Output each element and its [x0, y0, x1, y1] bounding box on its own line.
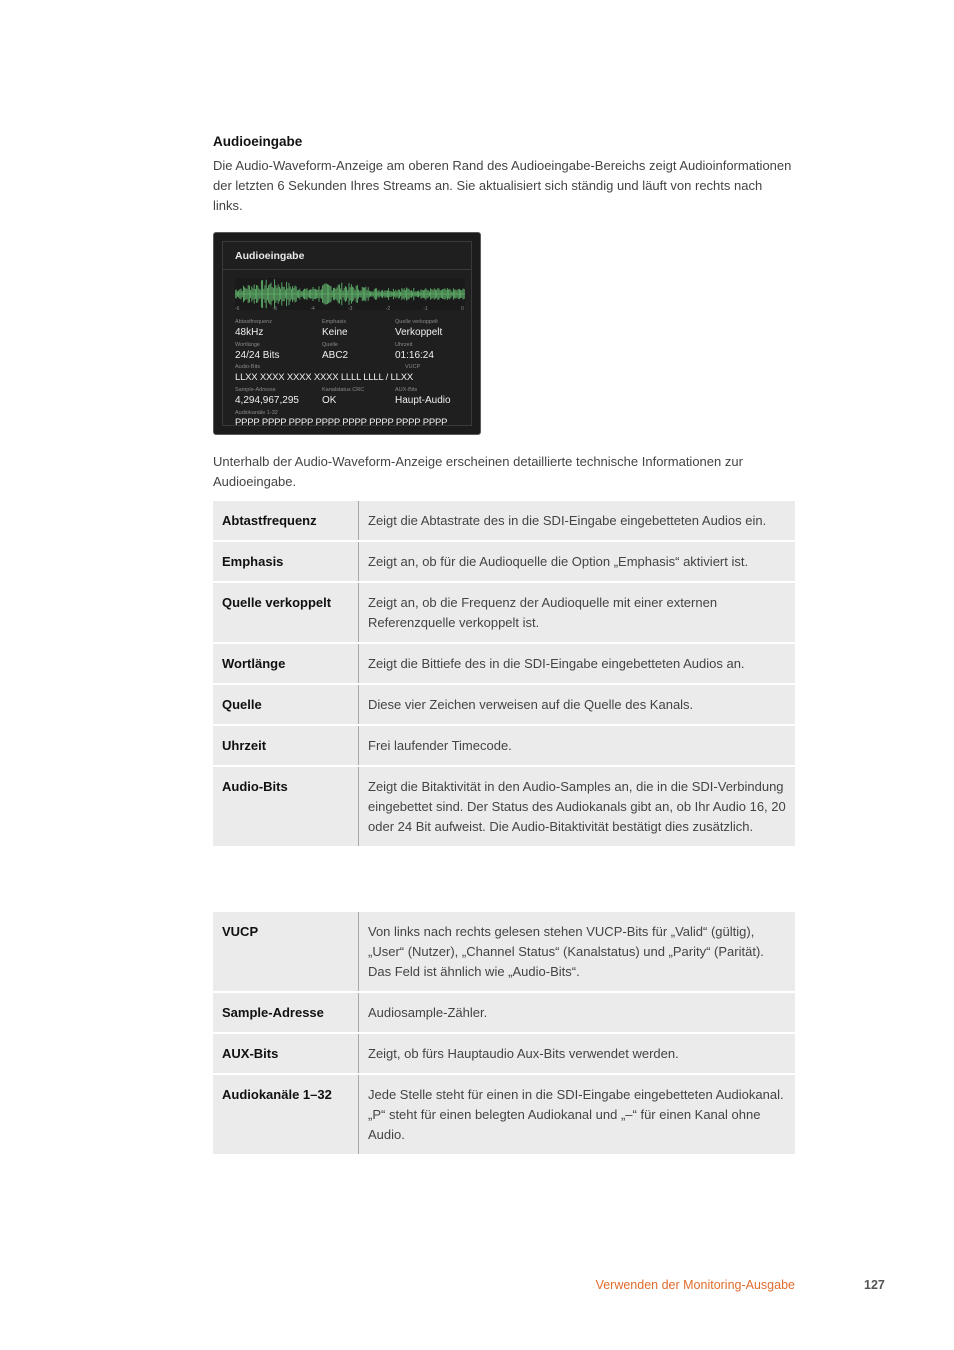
- scale-tick-label: -3: [348, 306, 353, 312]
- intro-paragraph: Die Audio-Waveform-Anzeige am oberen Rand des Audioeingabe-Bereichs zeigt Audioinformationen der letzten 6 Sekunden Ihres Streams an. Sie aktualisiert sich ständig und läuft von rechts nach links.: [213, 158, 792, 213]
- table-row: [213, 541, 795, 582]
- term-cell: Uhrzeit: [213, 725, 359, 766]
- audio-info-table-1: [213, 501, 795, 848]
- label-wortlaenge: Wortlänge: [235, 342, 260, 348]
- description-cell: Zeigt die Bitaktivität in den Audio-Samples an, die in die SDI-Verbindung eingebettet sind. Der Status des Audiokanals gibt an, ob Ihr Audio 16, 20 oder 24 Bit aufweist. Die Audio-Bitaktivität bestätigt dies zusätzlich.: [359, 766, 796, 847]
- description-cell: Diese vier Zeichen verweisen auf die Quelle des Kanals.: [359, 684, 796, 725]
- label-uhrzeit: Uhrzeit: [395, 342, 413, 348]
- audio-input-panel: [222, 241, 472, 426]
- value-kanalstatus: OK: [322, 395, 337, 406]
- term-cell: Quelle: [213, 684, 359, 725]
- audio-input-screenshot: [213, 232, 481, 435]
- table-row: [213, 684, 795, 725]
- scale-tick-label: -6: [235, 306, 240, 312]
- table-row: [213, 912, 795, 992]
- description-cell: Zeigt die Bittiefe des in die SDI-Eingabe eingebetteten Audios an.: [359, 643, 796, 684]
- value-aux-bits: Haupt-Audio: [395, 395, 451, 406]
- term-cell: Sample-Adresse: [213, 992, 359, 1033]
- table-row: [213, 582, 795, 643]
- table-row: [213, 643, 795, 684]
- term-cell: Emphasis: [213, 541, 359, 582]
- table-row: [213, 766, 795, 847]
- audio-info-table-2: [213, 912, 795, 1156]
- value-quelle: ABC2: [322, 350, 349, 361]
- label-quelle: Quelle: [322, 342, 338, 348]
- label-emphasis: Emphasis: [322, 319, 347, 325]
- description-cell: Zeigt, ob fürs Hauptaudio Aux-Bits verwendet werden.: [359, 1033, 796, 1074]
- value-abtastfrequenz: 48kHz: [235, 327, 264, 338]
- footer-chapter-title: Verwenden der Monitoring-Ausgabe: [595, 1278, 795, 1292]
- term-cell: Audiokanäle 1–32: [213, 1074, 359, 1155]
- table-row: [213, 1033, 795, 1074]
- label-abtastfrequenz: Abtastfrequenz: [235, 319, 272, 325]
- label-quelle-verkoppelt: Quelle verkoppelt: [395, 319, 438, 325]
- scale-tick-label: -4: [310, 306, 315, 312]
- term-cell: Audio-Bits: [213, 766, 359, 847]
- scale-tick-label: -2: [385, 306, 391, 312]
- value-quelle-verkoppelt: Verkoppelt: [395, 327, 443, 338]
- label-sample-adresse: Sample-Adresse: [235, 387, 276, 393]
- term-cell: AUX-Bits: [213, 1033, 359, 1074]
- label-audiokanaele: Audiokanäle 1-32: [235, 410, 278, 416]
- term-cell: Quelle verkoppelt: [213, 582, 359, 643]
- value-audiokanaele: PPPP PPPP PPPP PPPP PPPP PPPP PPPP PPPP: [235, 417, 448, 428]
- description-cell: Zeigt an, ob die Frequenz der Audioquelle mit einer externen Referenzquelle verkoppelt ist.: [359, 582, 796, 643]
- description-cell: Zeigt die Abtastrate des in die SDI-Eingabe eingebetteten Audios ein.: [359, 501, 796, 541]
- scale-tick-label: -5: [272, 306, 278, 312]
- after-image-paragraph: Unterhalb der Audio-Waveform-Anzeige erscheinen detaillierte technische Informationen zur Audioeingabe.: [213, 454, 743, 489]
- label-vucp: VUCP: [405, 364, 421, 370]
- value-sample-adresse: 4,294,967,295: [235, 395, 299, 406]
- panel-title: Audioeingabe: [235, 250, 305, 262]
- scale-tick-label: 0: [461, 306, 464, 312]
- description-cell: Frei laufender Timecode.: [359, 725, 796, 766]
- term-cell: VUCP: [213, 912, 359, 992]
- footer-page-number: 127: [864, 1278, 885, 1292]
- description-cell: Von links nach rechts gelesen stehen VUCP-Bits für „Valid“ (gültig), „User“ (Nutzer), „Channel Status“ (Kanalstatus) und „Parity“ (Parität). Das Feld ist ähnlich wie „Audio-Bits“.: [359, 912, 796, 992]
- value-audio-bits: LLXX XXXX XXXX XXXX LLLL LLLL / LLXX: [235, 372, 413, 383]
- label-audio-bits: Audio-Bits: [235, 364, 261, 370]
- table-row: [213, 1074, 795, 1155]
- scale-tick-label: -1: [423, 306, 428, 312]
- table-row: [213, 992, 795, 1033]
- label-aux-bits: AUX-Bits: [395, 387, 418, 393]
- section-heading: Audioeingabe: [213, 134, 303, 149]
- panel-divider: [223, 269, 471, 270]
- description-cell: Jede Stelle steht für einen in die SDI-Eingabe eingebetteten Audiokanal. „P“ steht für einen belegten Audiokanal und „–“ für einen Kanal ohne Audio.: [359, 1074, 796, 1155]
- value-wortlaenge: 24/24 Bits: [235, 350, 280, 361]
- description-cell: Zeigt an, ob für die Audioquelle die Option „Emphasis“ aktiviert ist.: [359, 541, 796, 582]
- description-cell: Audiosample-Zähler.: [359, 992, 796, 1033]
- value-uhrzeit: 01:16:24: [395, 350, 434, 361]
- table-row: [213, 725, 795, 766]
- table-row: [213, 501, 795, 541]
- waveform-time-scale: [235, 306, 465, 314]
- label-kanalstatus: Kanalstatus CRC: [322, 387, 365, 393]
- term-cell: Wortlänge: [213, 643, 359, 684]
- term-cell: Abtastfrequenz: [213, 501, 359, 541]
- value-emphasis: Keine: [322, 327, 348, 338]
